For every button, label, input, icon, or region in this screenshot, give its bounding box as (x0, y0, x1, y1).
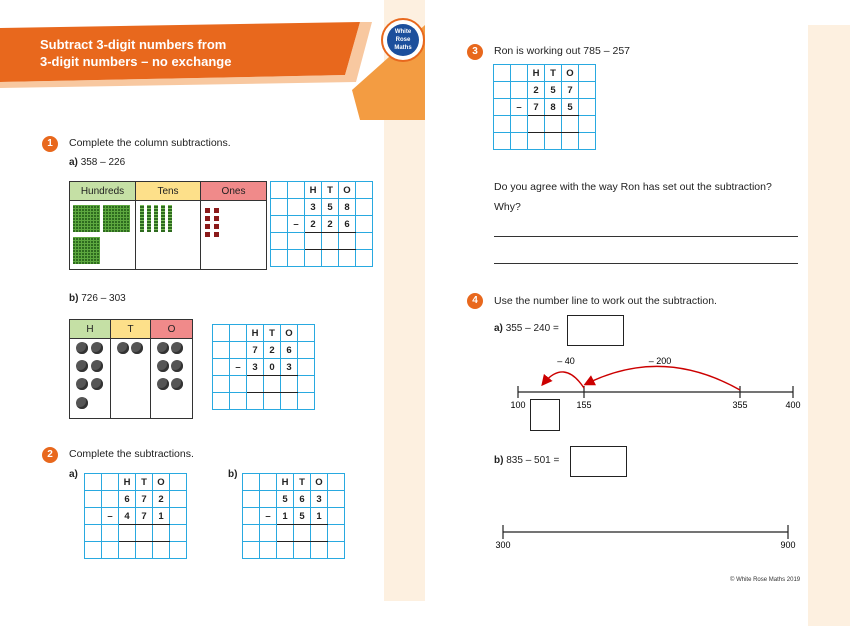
question-2-number: 2 (42, 447, 58, 463)
counter (76, 397, 88, 409)
number-line-b (490, 515, 800, 555)
question-1-number: 1 (42, 136, 58, 152)
title-line-2: 3-digit numbers – no exchange (40, 54, 232, 69)
counter (171, 378, 183, 390)
column-grid-q1a: H T O 3 5 8 – 2 2 6 (270, 181, 373, 267)
hundred-block (103, 205, 130, 232)
counter (91, 378, 103, 390)
o-header: O (151, 320, 192, 339)
q2a-label: a) (69, 469, 78, 480)
question-3-why: Why? (494, 201, 521, 213)
counter (91, 360, 103, 372)
ten-rod (147, 205, 151, 232)
tick-label-300: 300 (495, 540, 511, 550)
jump-2-label: – 200 (648, 356, 672, 366)
q4b-label: b) 835 – 501 = (494, 455, 560, 466)
answer-line-1[interactable] (494, 236, 798, 237)
question-3-number: 3 (467, 44, 483, 60)
page-title (40, 36, 231, 70)
ten-rod (168, 205, 172, 232)
tick-label-400: 400 (785, 400, 801, 410)
one-cube (214, 224, 219, 229)
one-cube (205, 224, 210, 229)
tick-label-100: 100 (510, 400, 526, 410)
counter (76, 378, 88, 390)
counter (131, 342, 143, 354)
counter (117, 342, 129, 354)
q4a-answer-box[interactable] (567, 315, 624, 346)
q4b-answer-box[interactable] (570, 446, 627, 477)
column-grid-q1b: H T O 7 2 6 – 3 0 3 (212, 324, 315, 410)
question-4-number: 4 (467, 293, 483, 309)
h-header: H (70, 320, 111, 339)
hundred-block (73, 205, 100, 232)
copyright: © White Rose Maths 2019 (730, 577, 801, 583)
right-margin-strip (808, 25, 850, 626)
counter (171, 360, 183, 372)
counter (157, 342, 169, 354)
counter (157, 360, 169, 372)
white-rose-maths-logo: White Rose Maths (381, 18, 425, 62)
counter (91, 342, 103, 354)
question-2-prompt: Complete the subtractions. (69, 448, 194, 460)
q2b-label: b) (228, 469, 238, 480)
ones-header: Ones (201, 182, 266, 201)
ten-rod (140, 205, 144, 232)
question-3-question: Do you agree with the way Ron has set out the subtraction? (494, 181, 772, 193)
counter (171, 342, 183, 354)
one-cube (205, 208, 210, 213)
tick-label-355: 355 (732, 400, 748, 410)
one-cube (214, 216, 219, 221)
one-cube (214, 232, 219, 237)
title-line-1: Subtract 3-digit numbers from (40, 37, 227, 52)
place-value-chart-a (69, 181, 267, 270)
q1b-label: b) 726 – 303 (69, 293, 126, 304)
question-3-prompt: Ron is working out 785 – 257 (494, 45, 631, 57)
hundred-block (73, 237, 100, 264)
place-value-chart-b (69, 319, 193, 419)
jump-1-label: – 40 (557, 356, 575, 366)
counter (76, 360, 88, 372)
hundreds-header: Hundreds (70, 182, 136, 201)
one-cube (205, 232, 210, 237)
jump-minus-200-arrow (586, 366, 740, 390)
t-header: T (111, 320, 151, 339)
counter (76, 342, 88, 354)
number-line-answer-box[interactable] (530, 399, 560, 431)
question-4-prompt: Use the number line to work out the subtraction. (494, 295, 717, 307)
q1a-label: a) 358 – 226 (69, 157, 126, 168)
one-cube (205, 216, 210, 221)
counter (157, 378, 169, 390)
tick-label-900: 900 (780, 540, 796, 550)
ten-rod (161, 205, 165, 232)
column-grid-q3: H T O 2 5 7 – 7 8 5 (493, 64, 596, 150)
tick-label-155: 155 (576, 400, 592, 410)
column-grid-q2b: H T O 5 6 3 – 1 5 1 (242, 473, 345, 559)
tens-header: Tens (136, 182, 201, 201)
one-cube (214, 208, 219, 213)
column-grid-q2a: H T O 6 7 2 – 4 7 1 (84, 473, 187, 559)
question-1-prompt: Complete the column subtractions. (69, 137, 231, 149)
ten-rod (154, 205, 158, 232)
jump-minus-40-arrow (543, 372, 584, 388)
answer-line-2[interactable] (494, 263, 798, 264)
q4a-label: a) 355 – 240 = (494, 323, 559, 334)
